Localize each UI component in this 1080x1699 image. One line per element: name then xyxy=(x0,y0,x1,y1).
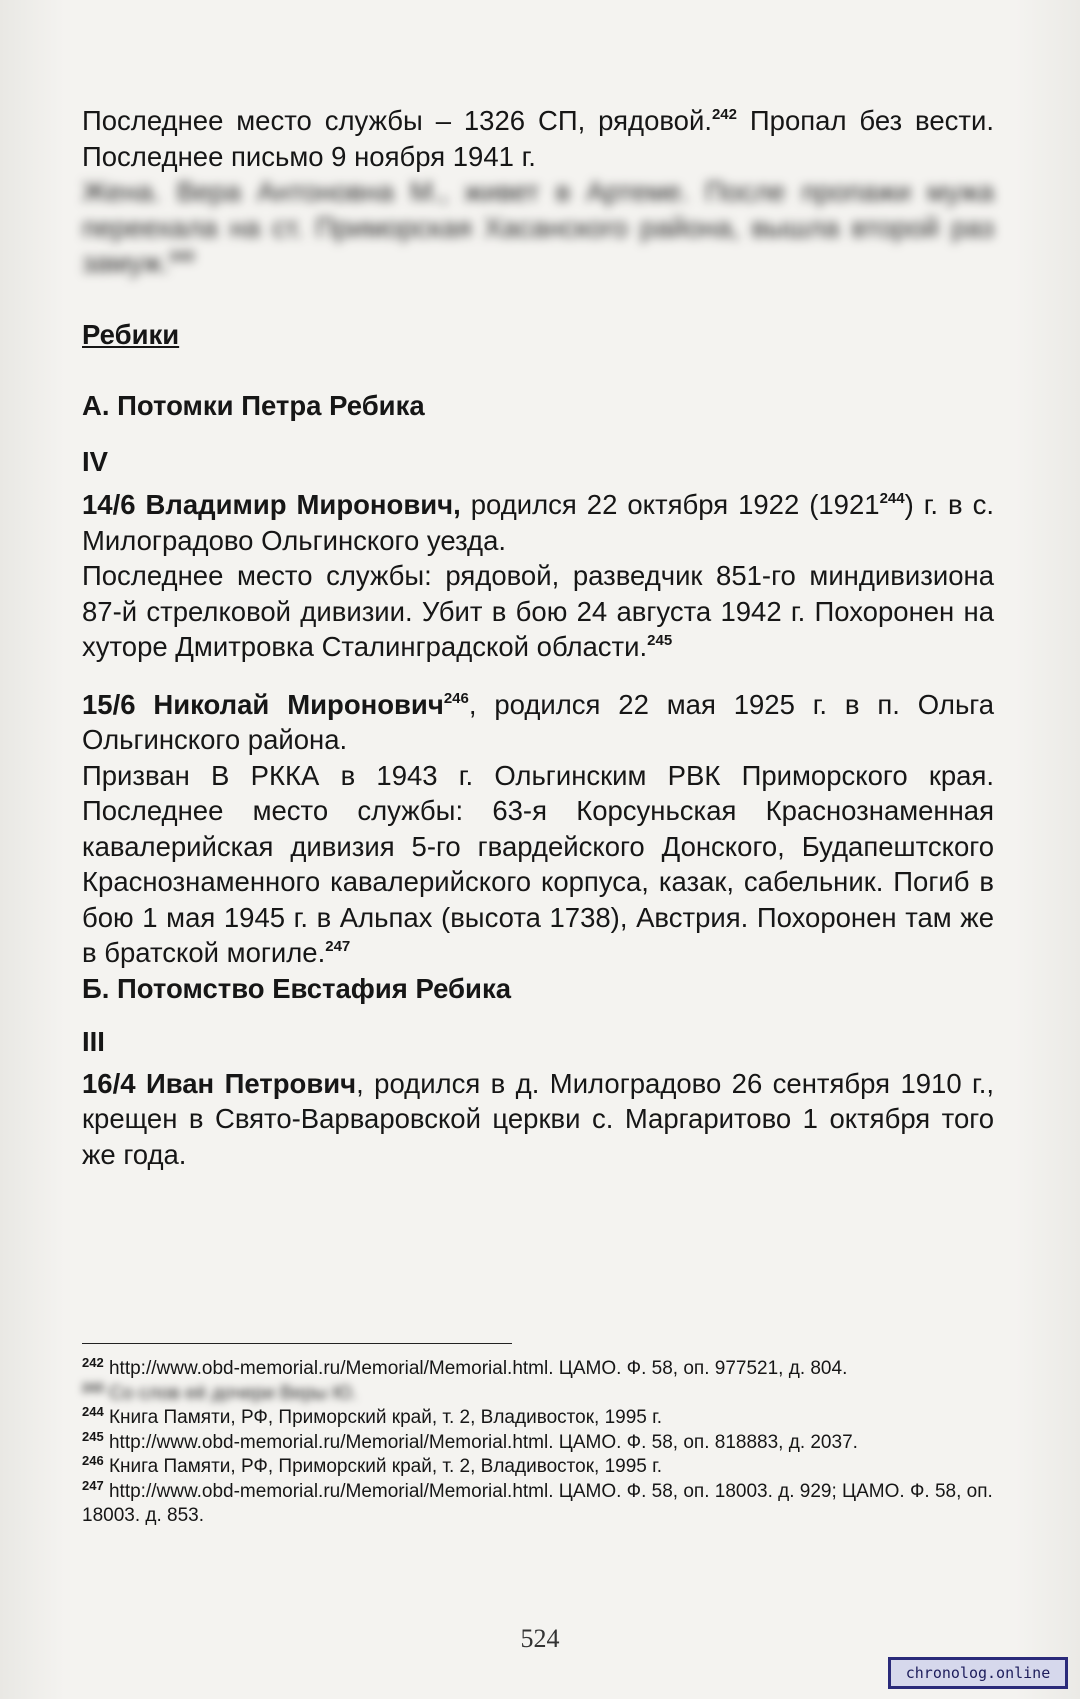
entry-15-6: 15/6 Николай Миронович$^{246}$, родился 22 мая 1925 г. в п. Ольга Ольгинского района. xyxy=(82,688,994,755)
footnote-247: $^{247}$ http://www.obd-memorial.ru/Memorial/Memorial.html. ЦАМО. Ф. 58, оп. 18003. д. 929; ЦАМО. Ф. 58, оп. 18003. д. 853. xyxy=(82,1477,993,1526)
footnote-ref-246[interactable]: 246 xyxy=(443,689,469,707)
entry-name: 16/4 Иван Петрович xyxy=(82,1067,357,1099)
entry-15-6-service: Призван В РККА в 1943 г. Ольгинским РВК Приморского края. Последнее место службы: 63-я Корсуньская Краснознаменная кавалерийская дивизия 5-го гвардейского Донского, Будапештского Краснознаменного кавалерийского корпуса, казак, сабельник. Погиб в бою 1 мая 1945 г. в Альпах (высота 1738), Австрия. Похоронен там же в братской могиле.$^{247}$ xyxy=(82,759,994,968)
redacted-paragraph: Жена. Вера Антоновна М., живет в Артеме. После пропажи мужа переехала на ст. Приморская Хасанского района, вышла второй раз замуж.$^{243}$ xyxy=(82,176,994,278)
generation-iii: III xyxy=(82,1026,105,1057)
footnote-ref-244[interactable]: 244 xyxy=(879,490,905,507)
entry-14-6: 14/6 Владимир Миронович, родился 22 октября 1922 (1921$^{244}$) г. в с. Милоградово Ольгинского уезда. xyxy=(82,489,994,556)
generation-iv: IV xyxy=(82,445,108,477)
entry-16-4: 16/4 Иван Петрович, родился в д. Милоградово 26 сентября 1910 г., крещен в Свято-Варваровской церкви с. Маргаритово 1 октября того же года. xyxy=(82,1067,994,1170)
page-number: 524 xyxy=(520,1624,560,1653)
footnote-ref-245[interactable]: 245 xyxy=(647,632,673,649)
family-title: Ребики xyxy=(82,318,180,350)
main-text xyxy=(82,103,994,1172)
watermark-logo: chronolog.online xyxy=(888,1657,1068,1689)
paragraph-service-1326: Последнее место службы – 1326 СП, рядовой.$^{242}$ Пропал без вести. Последнее письмо 9 ноября 1941 г. xyxy=(82,105,994,172)
footnotes xyxy=(82,1357,994,1529)
entry-name: 14/6 Владимир Миронович, xyxy=(82,489,461,520)
branch-a-heading: А. Потомки Петра Ребика xyxy=(82,390,425,421)
entry-name: 15/6 Николай Миронович xyxy=(82,688,444,720)
footnote-246: $^{246}$ Книга Памяти, РФ, Приморский край, т. 2, Владивосток, 1995 г. xyxy=(82,1453,663,1477)
entry-14-6-service: Последнее место службы: рядовой, разведчик 851-го миндивизиона 87-й стрелковой дивизии. Убит в бою 24 августа 1942 г. Похоронен на хуторе Дмитровка Сталинградской области.$^{245}$ xyxy=(82,560,994,662)
footnote-separator xyxy=(82,1343,512,1344)
branch-b-heading: Б. Потомство Евстафия Ребика xyxy=(82,972,512,1004)
footnote-244: $^{244}$ Книга Памяти, РФ, Приморский край, т. 2, Владивосток, 1995 г. xyxy=(82,1404,663,1428)
footnote-245: $^{245}$ http://www.obd-memorial.ru/Memorial/Memorial.html. ЦАМО. Ф. 58, оп. 818883, д. 2037. xyxy=(82,1428,858,1453)
footnote-242: $^{242}$ http://www.obd-memorial.ru/Memorial/Memorial.html. ЦАМО. Ф. 58, оп. 977521, д. 804. xyxy=(82,1355,848,1379)
footnote-243-redacted: $^{243}$ Со слов её дочери Веры Ю. xyxy=(82,1379,358,1404)
footnote-ref-242[interactable]: 242 xyxy=(711,106,737,123)
footnote-ref-247[interactable]: 247 xyxy=(325,938,351,955)
